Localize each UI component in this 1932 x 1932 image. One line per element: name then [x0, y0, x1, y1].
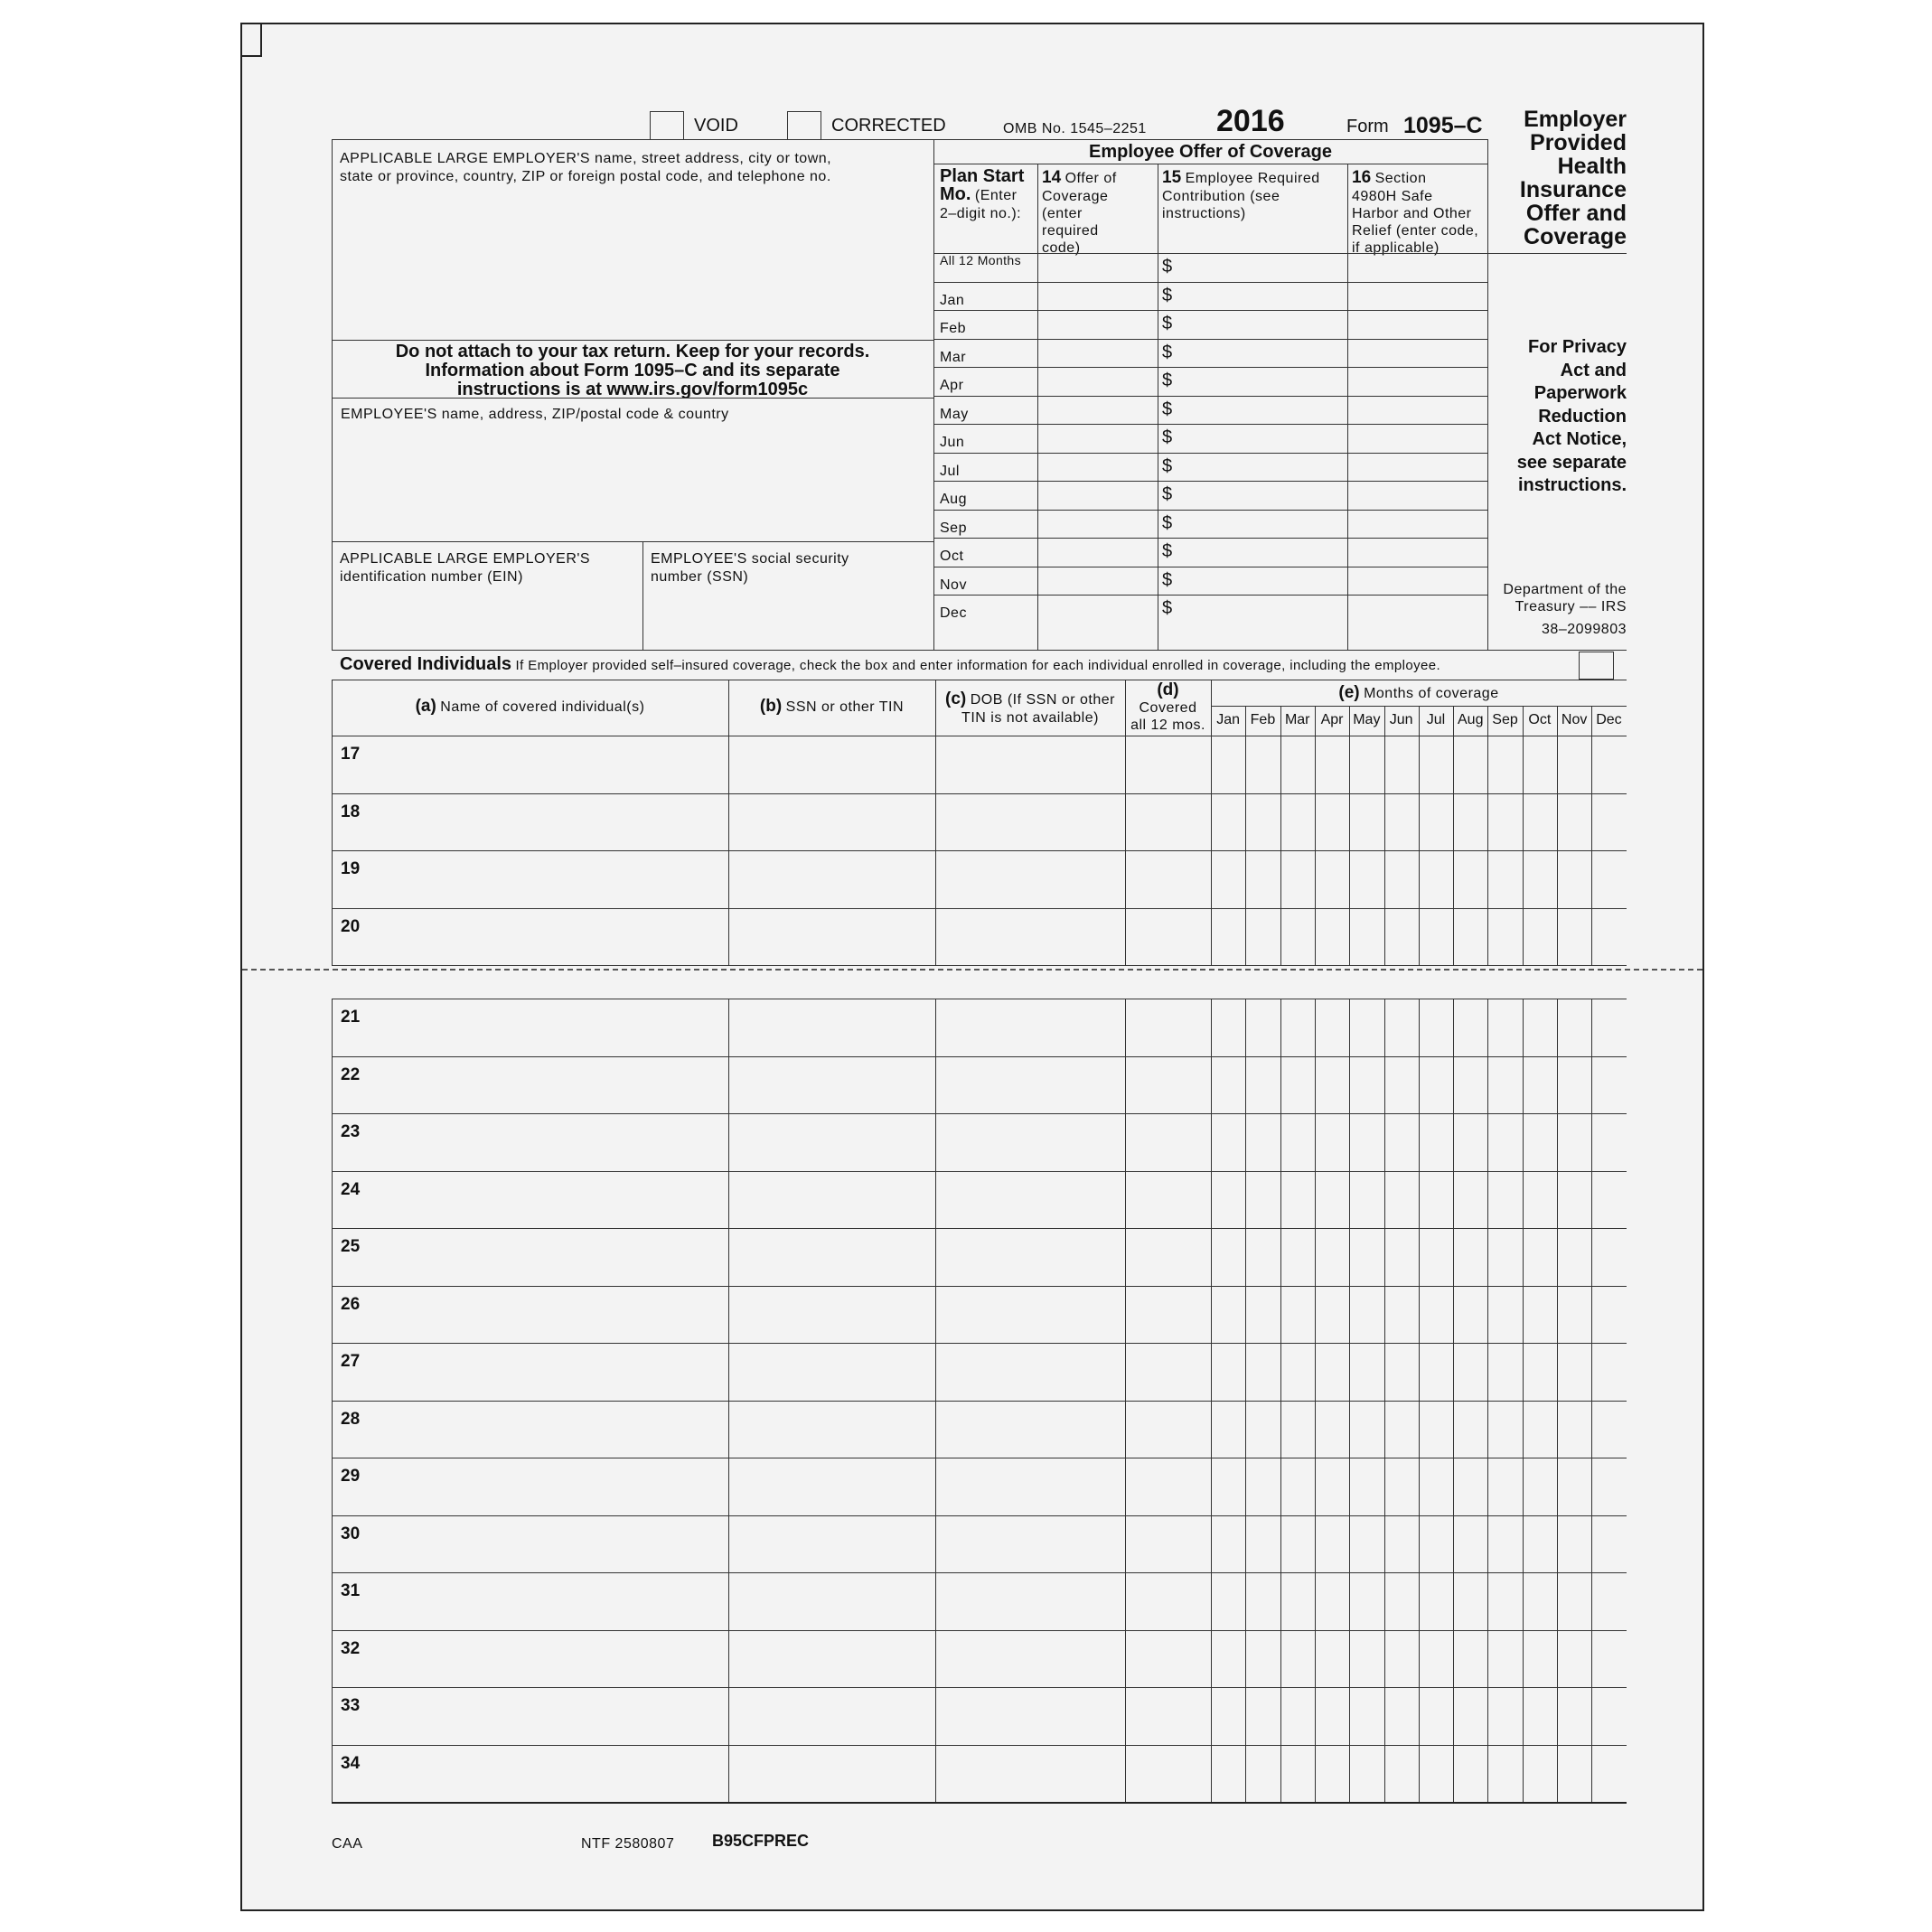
ein-label-2: identification number (EIN): [340, 569, 523, 585]
offer-month-label: Jun: [940, 435, 965, 450]
covered-row: [332, 1515, 1627, 1573]
all12-checkbox[interactable]: [1128, 1060, 1207, 1111]
ssn-label-1: EMPLOYEE'S social security: [651, 551, 849, 567]
ssn-field[interactable]: [731, 912, 932, 962]
dob-field[interactable]: [938, 1232, 1121, 1282]
dob-field[interactable]: [938, 1290, 1121, 1340]
offer-month-label: All 12 Months: [940, 253, 1022, 267]
name-field[interactable]: [368, 1290, 725, 1340]
contribution-field[interactable]: [1177, 426, 1345, 451]
name-field[interactable]: [368, 1461, 725, 1512]
covered-row: [332, 793, 1627, 851]
offer-month-label: Jan: [940, 292, 965, 308]
safe-harbor-field[interactable]: [1349, 426, 1486, 451]
offer-month-label: Aug: [940, 492, 967, 507]
month-header: Feb: [1250, 712, 1276, 727]
tax-year: 2016: [1216, 104, 1285, 138]
dob-field[interactable]: [938, 854, 1121, 905]
month-header: Apr: [1320, 712, 1344, 727]
offer-month-label: Jul: [940, 463, 960, 479]
dollar-sign: $: [1162, 569, 1173, 590]
footer-ntf: NTF 2580807: [581, 1836, 675, 1852]
month-header: May: [1353, 712, 1381, 727]
covered-row: [332, 999, 1627, 1056]
covered-row: [332, 1171, 1627, 1229]
name-field[interactable]: [368, 1404, 725, 1455]
row-number: 33: [341, 1696, 361, 1715]
col14-header: 14 Offer of Coverage (enter required code): [1042, 168, 1117, 256]
dollar-sign: $: [1162, 314, 1173, 333]
dept-line2: Treasury –– IRS: [1515, 599, 1627, 614]
contribution-field[interactable]: [1177, 455, 1345, 480]
offer-month-label: Sep: [940, 520, 967, 536]
dob-field[interactable]: [938, 739, 1121, 790]
omb-number: OMB No. 1545–2251: [1003, 121, 1147, 136]
row-number: 25: [341, 1237, 361, 1256]
dob-field[interactable]: [938, 1175, 1121, 1225]
contribution-field[interactable]: [1177, 255, 1345, 280]
name-field[interactable]: [368, 1117, 725, 1168]
row-number: 18: [341, 802, 361, 821]
all12-checkbox[interactable]: [1128, 1232, 1207, 1282]
row-number: 21: [341, 1008, 361, 1027]
covered-row: [332, 1228, 1627, 1286]
covered-row: [332, 1687, 1627, 1745]
all12-checkbox[interactable]: [1128, 1175, 1207, 1225]
row-number: 22: [341, 1064, 361, 1084]
row-number: 29: [341, 1467, 361, 1486]
col16-header: 16 Section 4980H Safe Harbor and Other Relief (enter code, if applicable): [1352, 168, 1479, 256]
name-field[interactable]: [368, 1002, 725, 1053]
covered-row: [332, 736, 1627, 793]
offer-title: Employee Offer of Coverage: [1089, 142, 1332, 162]
row-number: 26: [341, 1294, 361, 1314]
contribution-field[interactable]: [1177, 341, 1345, 366]
ssn-field[interactable]: [731, 1576, 932, 1627]
form-1095c-page: [240, 23, 1704, 1911]
covered-row: [332, 1572, 1627, 1630]
month-header: Jul: [1426, 712, 1446, 727]
offer-code-field[interactable]: [1039, 596, 1156, 622]
safe-harbor-field[interactable]: [1349, 341, 1486, 366]
offer-month-label: Dec: [940, 605, 967, 621]
form-word: Form: [1346, 117, 1389, 136]
contribution-field[interactable]: [1177, 369, 1345, 394]
all12-checkbox[interactable]: [1128, 1117, 1207, 1168]
month-header: Mar: [1284, 712, 1310, 727]
ein-label-1: APPLICABLE LARGE EMPLOYER'S: [340, 551, 591, 567]
ssn-field[interactable]: [731, 1175, 932, 1225]
offer-code-field[interactable]: [1039, 398, 1156, 423]
dob-field[interactable]: [938, 1404, 1121, 1455]
form-title: Employer Provided Health Insurance Offer and Coverage: [1519, 107, 1627, 249]
offer-month-label: Apr: [940, 378, 964, 393]
month-header: Jun: [1389, 712, 1413, 727]
all12-checkbox[interactable]: [1128, 1519, 1207, 1570]
month-header: Sep: [1492, 712, 1518, 727]
safe-harbor-field[interactable]: [1349, 284, 1486, 309]
safe-harbor-field[interactable]: [1349, 511, 1486, 537]
col-b-header: (b) SSN or other TIN: [759, 697, 905, 716]
contribution-field[interactable]: [1177, 483, 1345, 508]
dollar-sign: $: [1162, 257, 1173, 277]
offer-code-field[interactable]: [1039, 511, 1156, 537]
month-header: Jan: [1216, 712, 1241, 727]
row-number: 17: [341, 745, 361, 764]
dob-field[interactable]: [938, 1117, 1121, 1168]
row-number: 34: [341, 1753, 361, 1773]
all12-checkbox[interactable]: [1128, 1290, 1207, 1340]
ssn-field[interactable]: [731, 739, 932, 790]
offer-month-label: Mar: [940, 349, 967, 365]
safe-harbor-field[interactable]: [1349, 568, 1486, 594]
ssn-field[interactable]: [731, 1634, 932, 1684]
dob-field[interactable]: [938, 1519, 1121, 1570]
name-field[interactable]: [368, 854, 725, 905]
offer-code-field[interactable]: [1039, 312, 1156, 337]
safe-harbor-field[interactable]: [1349, 483, 1486, 508]
dob-field[interactable]: [938, 1060, 1121, 1111]
name-field[interactable]: [368, 1060, 725, 1111]
ssn-field[interactable]: [731, 1002, 932, 1053]
covered-row: [332, 1343, 1627, 1401]
contribution-field[interactable]: [1177, 511, 1345, 537]
footer-caa: CAA: [332, 1836, 363, 1852]
dob-field[interactable]: [938, 1749, 1121, 1799]
all12-checkbox[interactable]: [1128, 854, 1207, 905]
dob-field[interactable]: [938, 912, 1121, 962]
contribution-field[interactable]: [1177, 284, 1345, 309]
dollar-sign: $: [1162, 427, 1173, 447]
dollar-sign: $: [1162, 541, 1173, 561]
all12-checkbox[interactable]: [1128, 739, 1207, 790]
covered-row: [332, 1745, 1627, 1803]
contribution-field[interactable]: [1177, 568, 1345, 594]
month-header: Dec: [1596, 712, 1622, 727]
employer-label-line1: APPLICABLE LARGE EMPLOYER'S name, street address, city or town,: [340, 151, 832, 166]
name-field[interactable]: [368, 797, 725, 848]
ssn-field[interactable]: [731, 1060, 932, 1111]
name-field[interactable]: [368, 1346, 725, 1397]
all12-checkbox[interactable]: [1128, 1002, 1207, 1053]
safe-harbor-field[interactable]: [1349, 455, 1486, 480]
safe-harbor-field[interactable]: [1349, 539, 1486, 565]
row-number: 23: [341, 1122, 361, 1141]
safe-harbor-field[interactable]: [1349, 312, 1486, 337]
ssn-field[interactable]: [731, 797, 932, 848]
privacy-notice: For Privacy Act and Paperwork Reduction Act Notice, see separate instructions.: [1516, 337, 1627, 495]
form-number: 1095–C: [1403, 113, 1483, 138]
offer-code-field[interactable]: [1039, 341, 1156, 366]
safe-harbor-field[interactable]: [1349, 596, 1486, 622]
row-number: 28: [341, 1409, 361, 1429]
row-number: 19: [341, 859, 361, 878]
covered-row: [332, 1630, 1627, 1688]
covered-row: [332, 1056, 1627, 1114]
covered-row: [332, 850, 1627, 908]
offer-month-label: Feb: [940, 321, 967, 336]
all12-checkbox[interactable]: [1128, 1691, 1207, 1741]
ssn-field[interactable]: [731, 1749, 932, 1799]
offer-month-label: Oct: [940, 549, 964, 564]
offer-month-label: Nov: [940, 577, 967, 593]
all12-checkbox[interactable]: [1128, 1749, 1207, 1799]
ssn-field[interactable]: [731, 1117, 932, 1168]
safe-harbor-field[interactable]: [1349, 255, 1486, 280]
all12-checkbox[interactable]: [1128, 797, 1207, 848]
dollar-sign: $: [1162, 370, 1173, 390]
name-field[interactable]: [368, 1519, 725, 1570]
offer-code-field[interactable]: [1039, 568, 1156, 594]
contribution-field[interactable]: [1177, 539, 1345, 565]
plan-start-header: Plan Start Mo. (Enter 2–digit no.):: [940, 166, 1025, 221]
dob-field[interactable]: [938, 1576, 1121, 1627]
corrected-checkbox[interactable]: [787, 111, 821, 140]
form-code: 38–2099803: [1542, 622, 1627, 637]
dob-field[interactable]: [938, 1002, 1121, 1053]
name-field[interactable]: [368, 1691, 725, 1741]
name-field[interactable]: [368, 1576, 725, 1627]
dob-field[interactable]: [938, 1346, 1121, 1397]
dob-field[interactable]: [938, 797, 1121, 848]
col-d-header: (d) Covered all 12 mos.: [1130, 680, 1205, 733]
footer-code: B95CFPREC: [712, 1832, 810, 1850]
name-field[interactable]: [368, 912, 725, 962]
all12-checkbox[interactable]: [1128, 1404, 1207, 1455]
dollar-sign: $: [1162, 598, 1173, 618]
name-field[interactable]: [368, 1749, 725, 1799]
covered-row: [332, 1458, 1627, 1515]
covered-row: [332, 1286, 1627, 1344]
offer-code-field[interactable]: [1039, 483, 1156, 508]
dob-field[interactable]: [938, 1691, 1121, 1741]
ssn-field[interactable]: [731, 1461, 932, 1512]
employer-label-line2: state or province, country, ZIP or foreign postal code, and telephone no.: [340, 169, 831, 184]
ssn-field[interactable]: [731, 1404, 932, 1455]
all12-checkbox[interactable]: [1128, 1634, 1207, 1684]
dollar-sign: $: [1162, 455, 1173, 476]
notice-text: Do not attach to your tax return. Keep for your records. Information about Form 1095–C and its separate instructions is at www.irs.gov/form1095c: [395, 342, 870, 399]
dollar-sign: $: [1162, 484, 1173, 504]
offer-code-field[interactable]: [1039, 426, 1156, 451]
col15-header: 15 Employee Required Contribution (see instructions): [1162, 168, 1320, 221]
contribution-field[interactable]: [1177, 596, 1345, 622]
all12-checkbox[interactable]: [1128, 912, 1207, 962]
dollar-sign: $: [1162, 285, 1173, 305]
row-number: 32: [341, 1638, 361, 1658]
col-c-header: (c) DOB (If SSN or other TIN is not available): [945, 689, 1115, 726]
row-number: 27: [341, 1352, 361, 1371]
ssn-field[interactable]: [731, 1691, 932, 1741]
row-number: 24: [341, 1179, 361, 1199]
all12-checkbox[interactable]: [1128, 1576, 1207, 1627]
ssn-field[interactable]: [731, 854, 932, 905]
covered-row: [332, 1113, 1627, 1171]
corrected-label: CORRECTED: [831, 116, 946, 136]
offer-code-field[interactable]: [1039, 369, 1156, 394]
covered-row: [332, 1401, 1627, 1458]
dob-field[interactable]: [938, 1461, 1121, 1512]
void-label: VOID: [694, 116, 738, 136]
offer-code-field[interactable]: [1039, 455, 1156, 480]
col-a-header: (a) Name of covered individual(s): [415, 697, 645, 716]
name-field[interactable]: [368, 1175, 725, 1225]
offer-code-field[interactable]: [1039, 539, 1156, 565]
row-number: 31: [341, 1581, 361, 1600]
ssn-field[interactable]: [731, 1232, 932, 1282]
offer-month-label: May: [940, 406, 969, 422]
name-field[interactable]: [368, 1634, 725, 1684]
dob-field[interactable]: [938, 1634, 1121, 1684]
ssn-field[interactable]: [731, 1290, 932, 1340]
month-header: Aug: [1458, 712, 1484, 727]
void-checkbox[interactable]: [650, 111, 684, 140]
month-header: Oct: [1528, 712, 1552, 727]
row-number: 30: [341, 1524, 361, 1543]
offer-code-field[interactable]: [1039, 284, 1156, 309]
dollar-sign: $: [1162, 512, 1173, 533]
corner-mark: [242, 24, 262, 57]
dollar-sign: $: [1162, 399, 1173, 419]
all12-checkbox[interactable]: [1128, 1346, 1207, 1397]
dept-line1: Department of the: [1503, 582, 1627, 597]
ssn-field[interactable]: [731, 1346, 932, 1397]
contribution-field[interactable]: [1177, 312, 1345, 337]
col-e-header: (e) Months of coverage: [1338, 683, 1499, 702]
month-header: Nov: [1561, 712, 1588, 727]
ssn-field[interactable]: [731, 1519, 932, 1570]
safe-harbor-field[interactable]: [1349, 369, 1486, 394]
perforation-line: [242, 969, 1702, 971]
contribution-field[interactable]: [1177, 398, 1345, 423]
row-number: 20: [341, 916, 361, 936]
ssn-label-2: number (SSN): [651, 569, 749, 585]
all12-checkbox[interactable]: [1128, 1461, 1207, 1512]
covered-title-row: Covered Individuals If Employer provided self–insured coverage, check the box and enter information for each individual enrolled in coverage, including the employee.: [340, 654, 1441, 674]
safe-harbor-field[interactable]: [1349, 398, 1486, 423]
self-insured-checkbox[interactable]: [1579, 652, 1614, 680]
name-field[interactable]: [368, 739, 725, 790]
offer-code-field[interactable]: [1039, 255, 1156, 280]
dollar-sign: $: [1162, 342, 1173, 362]
name-field[interactable]: [368, 1232, 725, 1282]
employee-label: EMPLOYEE'S name, address, ZIP/postal code & country: [341, 407, 729, 422]
covered-row: [332, 908, 1627, 966]
